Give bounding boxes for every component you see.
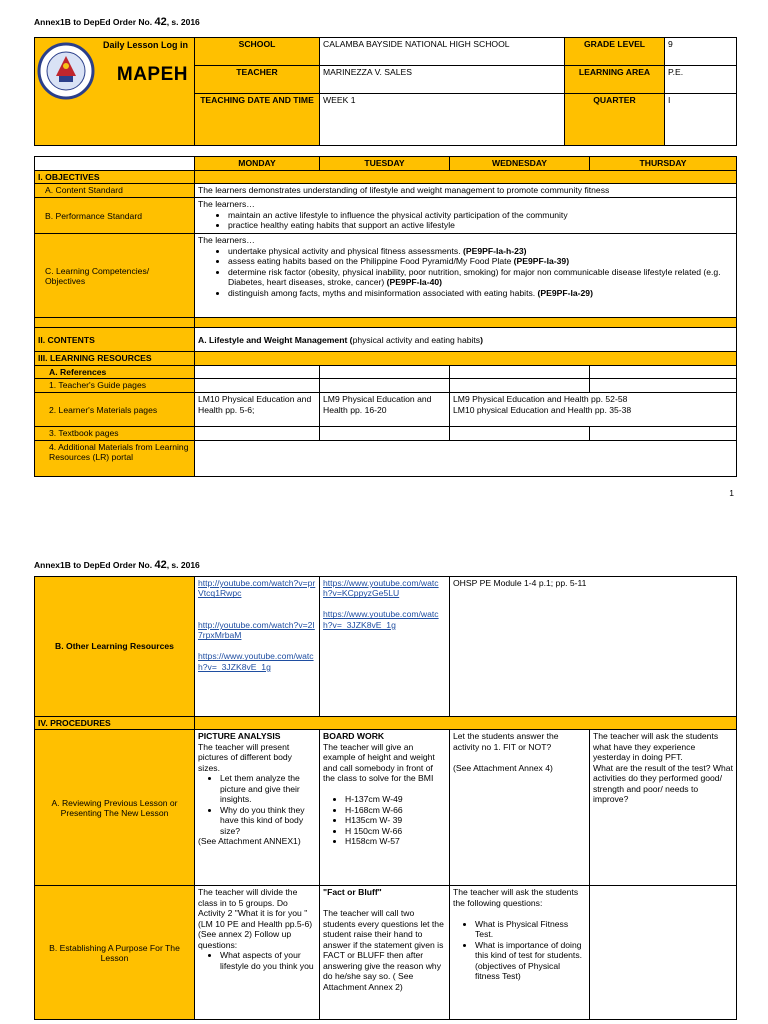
date-value: WEEK 1 xyxy=(320,94,565,146)
lm-tuesday: LM9 Physical Education and Health pp. 16-20 xyxy=(320,393,450,427)
comp-item: • undertake physical activity and physical fitness assessments. (PE9PF-Ia-h-23) xyxy=(228,246,733,256)
youtube-link[interactable]: https://www.youtube.com/watch?v=KCppyzGe5LU xyxy=(323,578,439,599)
perf-item: • practice healthy eating habits that support an active lifestyle xyxy=(228,220,733,230)
youtube-link[interactable]: https://www.youtube.com/watch?v=_3JZK8vE_1g xyxy=(198,651,314,672)
grade-label: GRADE LEVEL xyxy=(565,38,665,66)
objectives-heading-fill xyxy=(195,171,737,184)
perf-item: • maintain an active lifestyle to influence the physical activity participation of the community xyxy=(228,210,733,220)
perf-intro: The learners… xyxy=(198,199,255,210)
log-title: Daily Lesson Log in xyxy=(102,40,188,50)
review-wednesday: Let the students answer the activity no 1. FIT or NOT? (See Attachment Annex 4) xyxy=(450,730,590,886)
subject-title: MAPEH xyxy=(116,64,188,85)
tb-mon xyxy=(195,427,320,440)
area-value: P.E. xyxy=(665,66,737,94)
resources-heading-fill xyxy=(195,352,737,365)
competencies-text xyxy=(195,234,737,318)
annex-prefix: Annex1B to DepEd Order No. xyxy=(34,17,153,27)
youtube-link[interactable]: http://youtube.com/watch?v=prVtcq1Rwpc xyxy=(198,578,316,599)
purpose-label: B. Establishing A Purpose For The Lesson xyxy=(35,886,195,1020)
review-label: A. Reviewing Previous Lesson or Presenting The New Lesson xyxy=(35,730,195,886)
blank-corner xyxy=(35,157,195,171)
school-label: SCHOOL xyxy=(195,38,320,66)
purpose-monday: The teacher will divide the class in to 5 groups. Do Activity 2 "What it is for you " (LM 10 PE and Health pp.5-6) (See annex 2) Follow up questions: • What aspects of your lifestyle do you think you xyxy=(195,886,320,1020)
references-label: A. References xyxy=(35,365,195,378)
procedures-heading: IV. PROCEDURES xyxy=(35,717,195,730)
date-label: TEACHING DATE AND TIME xyxy=(195,94,320,146)
perf-list xyxy=(198,210,733,231)
review-monday: PICTURE ANALYSIS The teacher will present pictures of different body sizes. • Let them analyze the picture and give their insights. • Why do you think they have this kind of body size? (See Attachment ANNEX1) xyxy=(195,730,320,886)
spacer-row xyxy=(35,318,195,328)
tb-label: 3. Textbook pages xyxy=(35,427,195,440)
annex-header xyxy=(34,16,200,28)
content-standard-label: A. Content Standard xyxy=(35,184,195,198)
lesson-table-page1 xyxy=(34,156,737,477)
comp-item: • assess eating habits based on the Philippine Food Pyramid/My Food Plate (PE9PF-Ia-39) xyxy=(228,256,733,266)
deped-seal-logo xyxy=(37,42,95,100)
annex-number: 42 xyxy=(154,16,167,28)
school-value: CALAMBA BAYSIDE NATIONAL HIGH SCHOOL xyxy=(320,38,565,66)
youtube-link[interactable]: http://youtube.com/watch?v=2I7rpxMrbaM xyxy=(198,619,315,641)
comp-intro: The learners… xyxy=(198,235,255,246)
day-monday: MONDAY xyxy=(195,157,320,171)
other-resources-monday xyxy=(195,577,320,717)
comp-item: • determine risk factor (obesity, physical inability, poor nutrition, smoking) for major non communicable disease lifestyle related (e.g. Diabetes, heart diseases, stroke, cancer) (PE9PF-Ia-40) xyxy=(228,267,733,288)
performance-standard-text xyxy=(195,198,737,234)
references-thu xyxy=(590,365,737,378)
annex-header-2: Annex1B to DepEd Order No. 42, s. 2016 xyxy=(34,559,200,571)
references-tue xyxy=(320,365,450,378)
page-number: 1 xyxy=(729,488,734,498)
spacer-row-fill xyxy=(195,318,737,328)
lesson-table-page2 xyxy=(34,576,737,1020)
tb-tue xyxy=(320,427,450,440)
other-resources-tuesday xyxy=(320,577,450,717)
tg-tue xyxy=(320,379,450,393)
youtube-link[interactable]: https://www.youtube.com/watch?v=_3JZK8vE_1g xyxy=(323,609,439,630)
day-tuesday: TUESDAY xyxy=(320,157,450,171)
lm-wednesday: LM9 Physical Education and Health pp. 52-58 LM10 physical Education and Health pp. 35-38 xyxy=(450,393,737,427)
resources-heading: III. LEARNING RESOURCES xyxy=(35,352,195,365)
tb-wed xyxy=(450,427,590,440)
quarter-value: I xyxy=(665,94,737,146)
other-resources-wednesday: OHSP PE Module 1-4 p.1; pp. 5-11 xyxy=(450,577,737,717)
header-table xyxy=(34,37,737,146)
tb-thu xyxy=(590,427,737,440)
procedures-heading-fill xyxy=(195,717,737,730)
purpose-tuesday: "Fact or Bluff" The teacher will call two students every questions let the student raise their hand to answer if the statement given is FACT or BLUFF then after answering give the reason why do he/she say so. ( See Attachment Annex 2) xyxy=(320,886,450,1020)
references-mon xyxy=(195,365,320,378)
content-standard-text: The learners demonstrates understanding of lifestyle and weight management to promote community fitness xyxy=(195,184,737,198)
tg-label: 1. Teacher's Guide pages xyxy=(35,379,195,393)
contents-text: A. Lifestyle and Weight Management (physical activity and eating habits) xyxy=(195,328,737,352)
tg-wed xyxy=(450,379,590,393)
area-label: LEARNING AREA xyxy=(565,66,665,94)
day-wednesday: WEDNESDAY xyxy=(450,157,590,171)
additional-value xyxy=(195,440,737,476)
teacher-value: MARINEZZA V. SALES xyxy=(320,66,565,94)
tg-mon xyxy=(195,379,320,393)
lm-monday: LM10 Physical Education and Health pp. 5-6; xyxy=(195,393,320,427)
objectives-heading: I. OBJECTIVES xyxy=(35,171,195,184)
review-tuesday: BOARD WORK The teacher will give an example of height and weight and call somebody in front of the class to solve for the BMI • H-137cm W-49 • H-168cm W-66 • H135cm W- 39 • H 150cm W-66 • H158cm W-57 xyxy=(320,730,450,886)
tg-thu xyxy=(590,379,737,393)
annex-suffix: , s. 2016 xyxy=(166,17,200,27)
review-thursday: The teacher will ask the students what have they experience yesterday in doing PFT. What are the result of the test? What activities do they performed good/ strength and poor/ needs to improve? xyxy=(590,730,737,886)
day-thursday: THURSDAY xyxy=(590,157,737,171)
purpose-thursday xyxy=(590,886,737,1020)
comp-list xyxy=(198,246,733,298)
competencies-label: C. Learning Competencies/ Objectives xyxy=(35,234,195,318)
purpose-wednesday: The teacher will ask the students the following questions: • What is Physical Fitness Test. • What is importance of doing this kind of test for students. (objectives of Physical fitness Test) xyxy=(450,886,590,1020)
comp-item: • distinguish among facts, myths and misinformation associated with eating habits. (PE9PF-Ia-29) xyxy=(228,288,733,298)
additional-label: 4. Additional Materials from Learning Resources (LR) portal xyxy=(35,440,195,476)
other-resources-label: B. Other Learning Resources xyxy=(35,577,195,717)
quarter-label: QUARTER xyxy=(565,94,665,146)
contents-heading: II. CONTENTS xyxy=(35,328,195,352)
references-wed xyxy=(450,365,590,378)
teacher-label: TEACHER xyxy=(195,66,320,94)
grade-value: 9 xyxy=(665,38,737,66)
lm-label: 2. Learner's Materials pages xyxy=(35,393,195,427)
performance-standard-label: B. Performance Standard xyxy=(35,198,195,234)
